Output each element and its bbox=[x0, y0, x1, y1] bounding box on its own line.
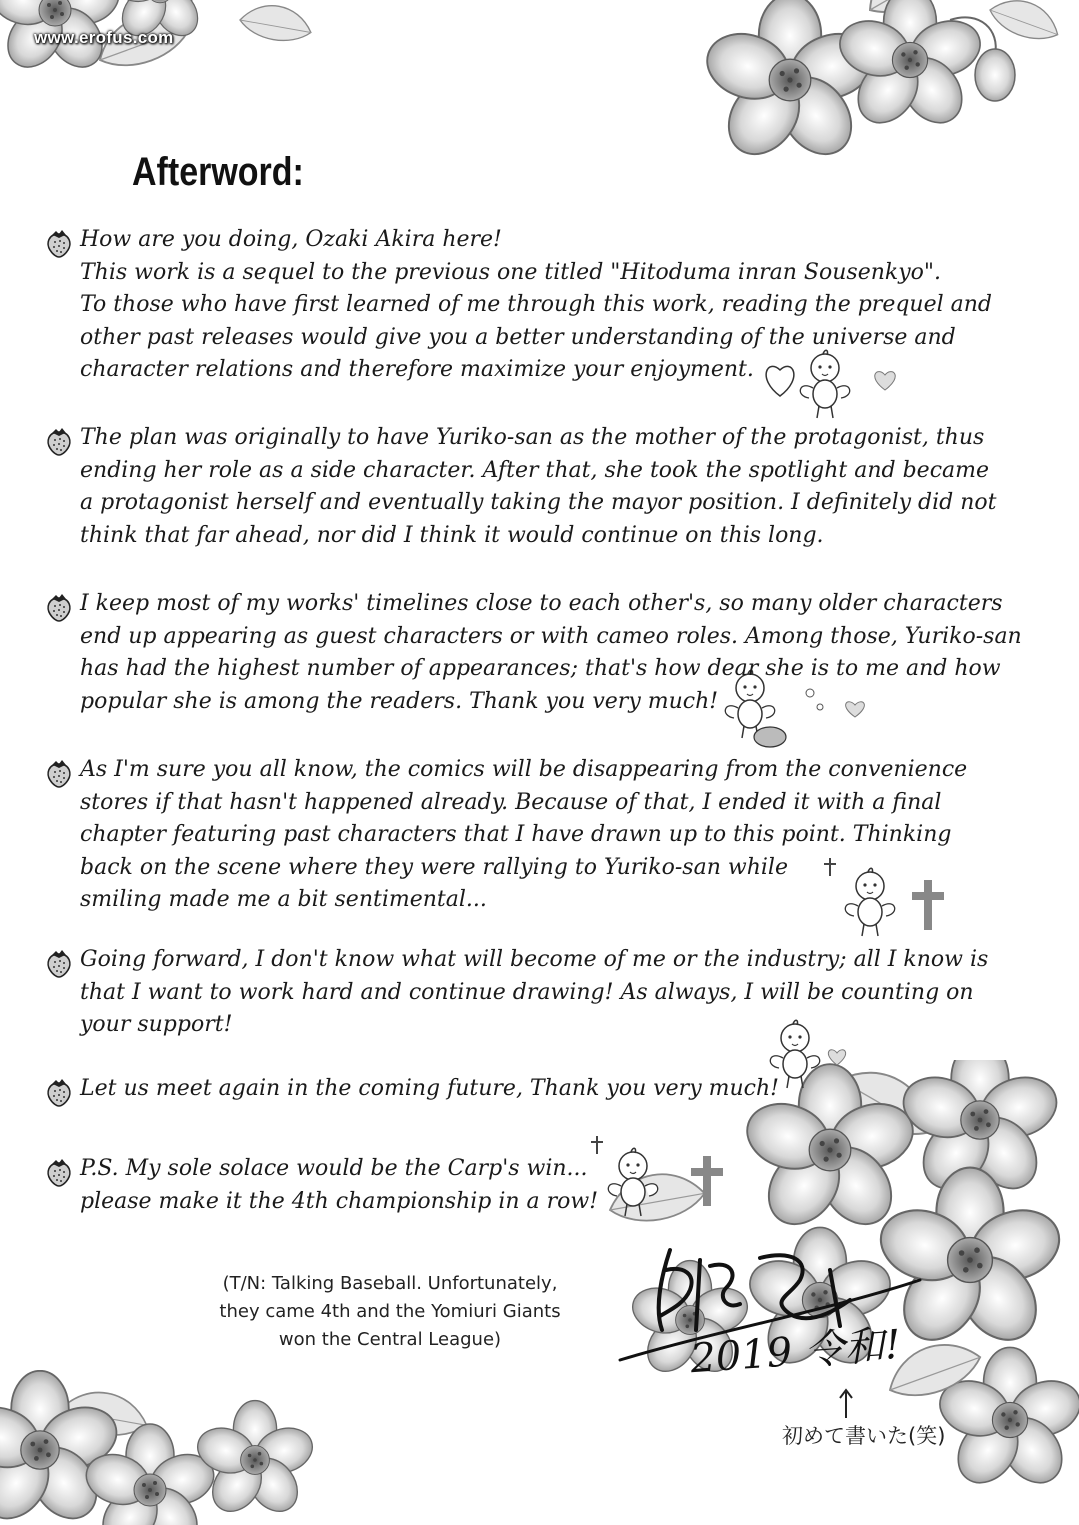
paragraph-2 bbox=[44, 422, 1004, 552]
paragraph-3 bbox=[44, 588, 1022, 718]
signature-note: 初めて書いた(笑) bbox=[782, 1424, 946, 1448]
paragraph-line: To those who have first learned of me through this work, reading the prequel and bbox=[80, 292, 993, 317]
paragraph-line: think that far ahead, nor did I think it would continue on this long. bbox=[80, 522, 824, 548]
paragraph-line: other past releases would give you a better understanding of the universe and bbox=[80, 324, 956, 350]
strawberry-bullet-icon bbox=[44, 1157, 74, 1187]
paragraph-line: chapter featuring past characters that I have drawn up to this point. Thinking bbox=[80, 822, 952, 847]
paragraph-4 bbox=[44, 754, 1004, 917]
strawberry-bullet-icon bbox=[44, 228, 74, 258]
paragraph-line: smiling made me a bit sentimental... bbox=[80, 887, 487, 912]
paragraph-line: Going forward, I don't know what will become of me or the industry; all I know is bbox=[80, 947, 989, 972]
signature-year: 2019 令和! bbox=[688, 1321, 903, 1383]
paragraph-line: back on the scene where they were rallying to Yuriko-san while bbox=[80, 854, 788, 880]
paragraph-line: Let us meet again in the coming future, Thank you very much! bbox=[80, 1076, 779, 1101]
flower-decoration-top-right bbox=[700, 0, 1079, 200]
paragraph-line: I keep most of my works' timelines close to each other's, so many older characters bbox=[80, 591, 1003, 616]
paragraph-5 bbox=[44, 944, 1004, 1042]
page-title: Afterword: bbox=[132, 150, 304, 194]
paragraph-line: stores if that hasn't happened already. Because of that, I ended it with a final bbox=[80, 789, 942, 815]
paragraph-line: popular she is among the readers. Thank you very much! bbox=[80, 688, 719, 714]
watermark-text: www.erofus.com bbox=[34, 28, 174, 47]
strawberry-bullet-icon bbox=[44, 426, 74, 456]
translator-note bbox=[180, 1270, 600, 1354]
paragraph-line: that I want to work hard and continue drawing! As always, I will be counting on bbox=[80, 979, 974, 1005]
paragraph-line: has had the highest number of appearances; that's how dear she is to me and how bbox=[80, 656, 1001, 681]
flower-decoration-top-left bbox=[0, 0, 320, 140]
paragraph-line: ending her role as a side character. After that, she took the spotlight and became bbox=[80, 457, 990, 483]
paragraph-6 bbox=[44, 1073, 1004, 1106]
paragraph-7 bbox=[44, 1153, 1004, 1218]
paragraph-line: This work is a sequel to the previous one titled "Hitoduma inran Sousenkyo". bbox=[80, 259, 942, 285]
paragraph-line: The plan was originally to have Yuriko-san as the mother of the protagonist, thus bbox=[80, 425, 985, 450]
strawberry-bullet-icon bbox=[44, 758, 74, 788]
strawberry-bullet-icon bbox=[44, 592, 74, 622]
paragraph-line: please make it the 4th championship in a row! bbox=[80, 1188, 599, 1214]
translator-note-line: (T/N: Talking Baseball. Unfortunately, bbox=[222, 1273, 558, 1294]
paragraph-line: character relations and therefore maximize your enjoyment. bbox=[80, 357, 754, 382]
paragraph-line: your support! bbox=[80, 1012, 233, 1037]
paragraph-line: P.S. My sole solace would be the Carp's win... bbox=[80, 1156, 588, 1181]
paragraph-1 bbox=[44, 224, 1004, 387]
flower-decoration-bottom-left bbox=[0, 1370, 340, 1525]
paragraph-line: As I'm sure you all know, the comics will be disappearing from the convenience bbox=[80, 757, 968, 782]
paragraph-line: a protagonist herself and eventually taking the mayor position. I definitely did not bbox=[80, 490, 997, 515]
translator-note-line: won the Central League) bbox=[278, 1329, 502, 1350]
paragraph-line: How are you doing, Ozaki Akira here! bbox=[80, 227, 502, 252]
strawberry-bullet-icon bbox=[44, 1077, 74, 1107]
strawberry-bullet-icon bbox=[44, 948, 74, 978]
arrow-up-icon bbox=[838, 1386, 854, 1420]
paragraph-line: end up appearing as guest characters or with cameo roles. Among those, Yuriko-san bbox=[80, 623, 1022, 649]
translator-note-line: they came 4th and the Yomiuri Giants bbox=[219, 1301, 561, 1322]
